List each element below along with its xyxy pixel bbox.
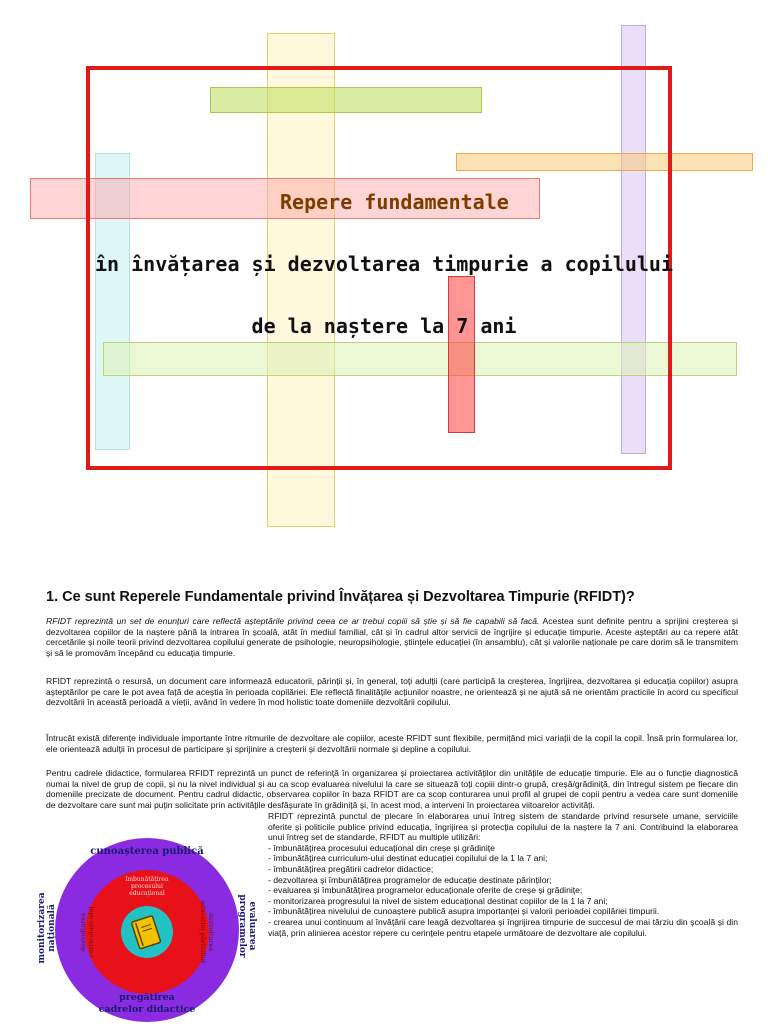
paragraph-3: Întrucât există diferențe individuale importante între ritmurile de dezvoltare ale copiilor, aceste RFIDT sunt flexibile, permițând mici variații de la copil la copil. Însă prin formularea lor, ele orientează adulții în procesul de participare și sprijinire a creșterii și dezvoltării normale și depline a copilului. xyxy=(46,733,738,754)
uses-item: - dezvoltarea și îmbunătățirea programelor de educație destinate părinților; xyxy=(268,874,552,885)
paragraph-1 xyxy=(46,616,738,658)
paragraph-2: RFIDT reprezintă o resursă, un document care informează educatorii, părinții și, în general, toți adulții (care participă la creșterea, îngrijirea, dezvoltarea și educația copiilor) asupra așteptărilor pe care le pot avea față de aceștia în perioada copilăriei. Ele reflectă finalitățile acțiunilor noastre, ne orientează și ne ajută să ne orientăm practicile în acord cu specificul dezvoltării în această perioadă a vieții, având în vedere în mod holistic toate domeniile dezvoltării copilului. xyxy=(46,676,738,708)
decor-bar-red-vertical xyxy=(448,276,475,433)
uses-item: - îmbunătățirea curriculum-ului destinat educației copilului de la 1 la 7 ani; xyxy=(268,853,548,864)
uses-list xyxy=(268,843,738,938)
label-inner-left: dezvoltarea curriculum-ului xyxy=(79,906,95,958)
label-outer-top: cunoașterea publică xyxy=(90,846,204,857)
uses-item: - îmbunătățirea nivelului de cunoaștere publică asupra importanței și valorii perioadei copilăriei timpurii. xyxy=(268,906,660,917)
uses-item: - îmbunătățirea pregătirii cadrelor didactice; xyxy=(268,863,434,874)
label-outer-right: evaluarea programelor xyxy=(237,894,257,958)
section-heading: 1. Ce sunt Reperele Fundamentale privind Învățarea și Dezvoltarea Timpurie (RFIDT)? xyxy=(46,589,635,605)
label-inner-right: dezvoltarea educației părinților xyxy=(199,900,215,964)
uses-diagram xyxy=(32,838,262,1022)
paragraph-1-rest: Acestea sunt definite pentru a sprijini creșterea și dezvoltarea copiilor de la naștere până la intrarea în școală, atât în mediul familial, cât și în cadrul altor servicii de îngrijire și educație timpurie. Aceste așteptări au ca repere atât cercetările și noile teorii privind dezvoltarea copilului generate de psihologie, neuropsihologie, științele educației (în ansamblu), cât și valorile naționale pe care dorim să le transmitem și să le promovăm începând cu educația timpurie. xyxy=(46,616,738,658)
cover-title: Repere fundamentale xyxy=(280,190,509,214)
label-inner-top: îmbunătățirea procesului educațional xyxy=(125,876,169,897)
uses-text xyxy=(268,811,738,938)
uses-item: - monitorizarea progresului la nivel de sistem educațional destinat copiilor de la 1 la 7 ani; xyxy=(268,895,608,906)
uses-item: - îmbunătățirea procesului educațional din creșe și grădinițe xyxy=(268,842,495,853)
uses-item: - evaluarea și îmbunătățirea programelor educaționale oferite de creșe și grădinițe; xyxy=(268,885,583,896)
label-outer-left: monitorizarea națională xyxy=(37,892,57,964)
label-outer-bottom-2: cadrelor didactice xyxy=(98,1004,196,1015)
paragraph-4: Pentru cadrele didactice, formularea RFIDT reprezintă un punct de referință în organizarea și proiectarea activităților din unitățile de educație timpurie. Ele au o funcție diagnostică numai la nivel de grup de copii, și nu la nivel individual și au ca scop evaluarea nivelului la care se situează toți copiii dintr-o grupă, creșă/grădiniță, din întregul sistem pe fiecare din domeniile precizate de document. Pentru cadrul didactic, observarea copiilor în baza RFIDT are ca scop conturarea unui profil al grupei de copii pentru a vedea care sunt domeniile de dezvoltare care sunt mai puțin solicitate prin activitățile desfășurate în grădiniță și, în acest mod, a interveni în proiectarea viitoarelor activități. xyxy=(46,768,738,810)
cover-subtitle-line1: în învățarea și dezvoltarea timpurie a copilului xyxy=(95,252,673,276)
paragraph-1-italic: RFIDT reprezintă un set de enunțuri care reflectă așteptările privind ceea ce ar trebui copiii să știe și să fie capabili să facă. xyxy=(46,616,540,626)
cover-subtitle-line2: de la naștere la 7 ani xyxy=(251,314,517,338)
uses-intro: RFIDT reprezintă punctul de plecare în elaborarea unui întreg sistem de standarde privind resursele umane, serviciile oferite și politicile publice privind educația, îngrijirea și protecția copilului de la naștere la 7 ani. Contribuind la elaborarea unui întreg set de standarde, RFIDT au multiple utilizări: xyxy=(268,811,738,843)
label-outer-bottom-1: pregătirea xyxy=(119,992,175,1003)
uses-item: - crearea unui continuum al învățării care leagă dezvoltarea și îngrijirea timpurie de succesul de mai târziu din școală și din viață, prin alinierea acestor repere cu cerințele pentru etapele următoare de dezvoltare ale copilului. xyxy=(268,916,738,938)
